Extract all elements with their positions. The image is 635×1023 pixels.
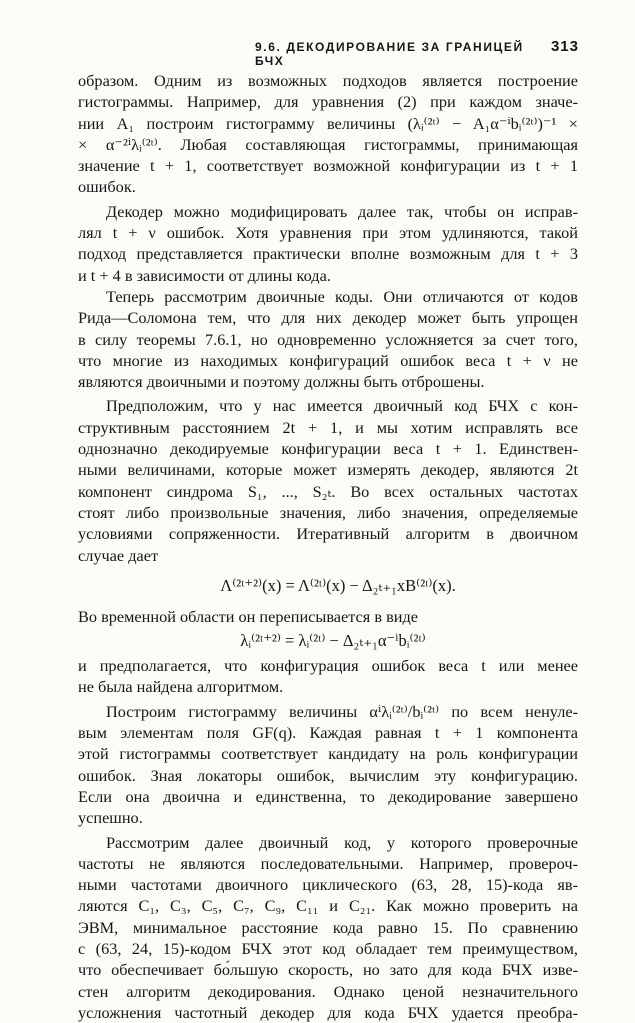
text-line: случае дает	[78, 545, 159, 565]
text-line: стоят либо произвольные значения, либо значения, определяемые	[78, 502, 578, 522]
text-line: Если она двоична и единственна, то декодирование завершено	[78, 786, 578, 806]
text-line: компонент синдрома S₁, ..., S₂ₜ. Во всех остальных частотах	[78, 481, 578, 501]
text-line: ляются C₁, C₃, C₅, C₇, C₉, C₁₁ и C₂₁. Как можно проверить на	[78, 896, 578, 916]
text-line: нии A₁ построим гистограмму величины (λᵢ⁽²ᵗ⁾ − A₁α⁻ⁱbᵢ⁽²ᵗ⁾)⁻¹ ×	[78, 113, 578, 133]
text-line: структивным расстоянием 2t + 1, и мы хотим исправлять все	[78, 417, 578, 437]
text-line: ными частотами двоичного циклического (63, 28, 15)-кода яв-	[78, 875, 578, 895]
text-line: успешно.	[78, 808, 143, 828]
text-line: лял t + ν ошибок. Хотя уравнения при этом удлиняются, такой	[78, 223, 578, 243]
page-number: 313	[550, 38, 579, 55]
text-line: ошибок. Зная локаторы ошибок, вычислим эту конфигурацию.	[78, 765, 578, 785]
text-line: и t + 4 в зависимости от длины кода.	[78, 265, 331, 285]
text-line: Рассмотрим далее двоичный код, у которого проверочные	[106, 832, 578, 852]
text-line: ными величинами, которые может измерять декодер, являются 2t	[78, 460, 578, 480]
equation-time-domain: λᵢ⁽²ᵗ⁺²⁾ = λᵢ⁽²ᵗ⁾ − Δ₂ₜ₊₁α⁻ⁱbᵢ⁽²ᵗ⁾	[240, 631, 426, 651]
text-line: Во временной области он переписывается в виде	[78, 606, 419, 626]
text-line: с (63, 24, 15)-кодом БЧХ этот код обладает тем преимуществом,	[78, 938, 578, 958]
text-line: значение t + 1, соответствует возможной конфигурации из t + 1	[78, 156, 578, 176]
text-line: в силу теоремы 7.6.1, но одновременно усложняется за счет того,	[78, 329, 578, 349]
text-line: стен алгоритм декодирования. Однако ценой незначительного	[78, 981, 578, 1001]
text-line: что обеспечивает бо́льшую скорость, но зато для кода БЧХ изве-	[78, 960, 578, 980]
text-line: Рида—Соломона тем, что для них декодер может быть упрощен	[78, 308, 578, 328]
text-line: что многие из находимых конфигураций ошибок веса t + ν не	[78, 350, 578, 370]
section-title: 9.6. ДЕКОДИРОВАНИЕ ЗА ГРАНИЦЕЙ БЧХ	[255, 40, 524, 68]
running-header	[255, 38, 579, 68]
text-line: ошибок.	[78, 177, 136, 197]
text-line: гистограммы. Например, для уравнения (2) при каждом значе-	[78, 92, 578, 112]
text-line: × α⁻²ⁱλᵢ⁽²ᵗ⁾. Любая составляющая гистограммы, принимающая	[78, 134, 578, 154]
text-line: и предполагается, что конфигурация ошибок веса t или менее	[78, 656, 578, 676]
text-line: образом. Одним из возможных подходов является построение	[78, 71, 578, 90]
equation-update: Λ⁽²ᵗ⁺²⁾(x) = Λ⁽²ᵗ⁾(x) − Δ₂ₜ₊₁xB⁽²ᵗ⁾(x).	[220, 575, 456, 595]
text-line: условиями сопряженности. Итеративный алгоритм в двоичном	[78, 524, 578, 544]
text-line: Построим гистограмму величины αⁱλᵢ⁽²ᵗ⁾/bᵢ⁽²ᵗ⁾ по всем ненуле-	[106, 701, 578, 721]
text-line: ЭВМ, минимальное расстояние кода равно 15. По сравнению	[78, 917, 578, 937]
text-line: Предположим, что у нас имеется двоичный код БЧХ с кон-	[106, 396, 578, 416]
text-line: усложнения частотный декодер для кода БЧХ удается преобра-	[78, 1002, 578, 1022]
text-line: частоты не являются последовательными. Например, провероч-	[78, 853, 578, 873]
text-line: являются двоичными и поэтому должны быть отброшены.	[78, 372, 485, 392]
body-text	[78, 70, 578, 1023]
text-line: этой гистограммы соответствует кандидату на роль конфигурации	[78, 744, 578, 764]
text-line: подход представляется практически вполне возможным для t + 3	[78, 244, 578, 264]
text-line: Теперь рассмотрим двоичные коды. Они отличаются от кодов	[106, 286, 578, 306]
text-line: не была найдена алгоритмом.	[78, 677, 284, 697]
text-line: однозначно декодируемые конфигурации веса t + 1. Единствен-	[78, 439, 578, 459]
text-line: вым элементам поля GF(q). Каждая равная t + 1 компонента	[78, 723, 578, 743]
text-line: Декодер можно модифицировать далее так, чтобы он исправ-	[106, 201, 578, 221]
